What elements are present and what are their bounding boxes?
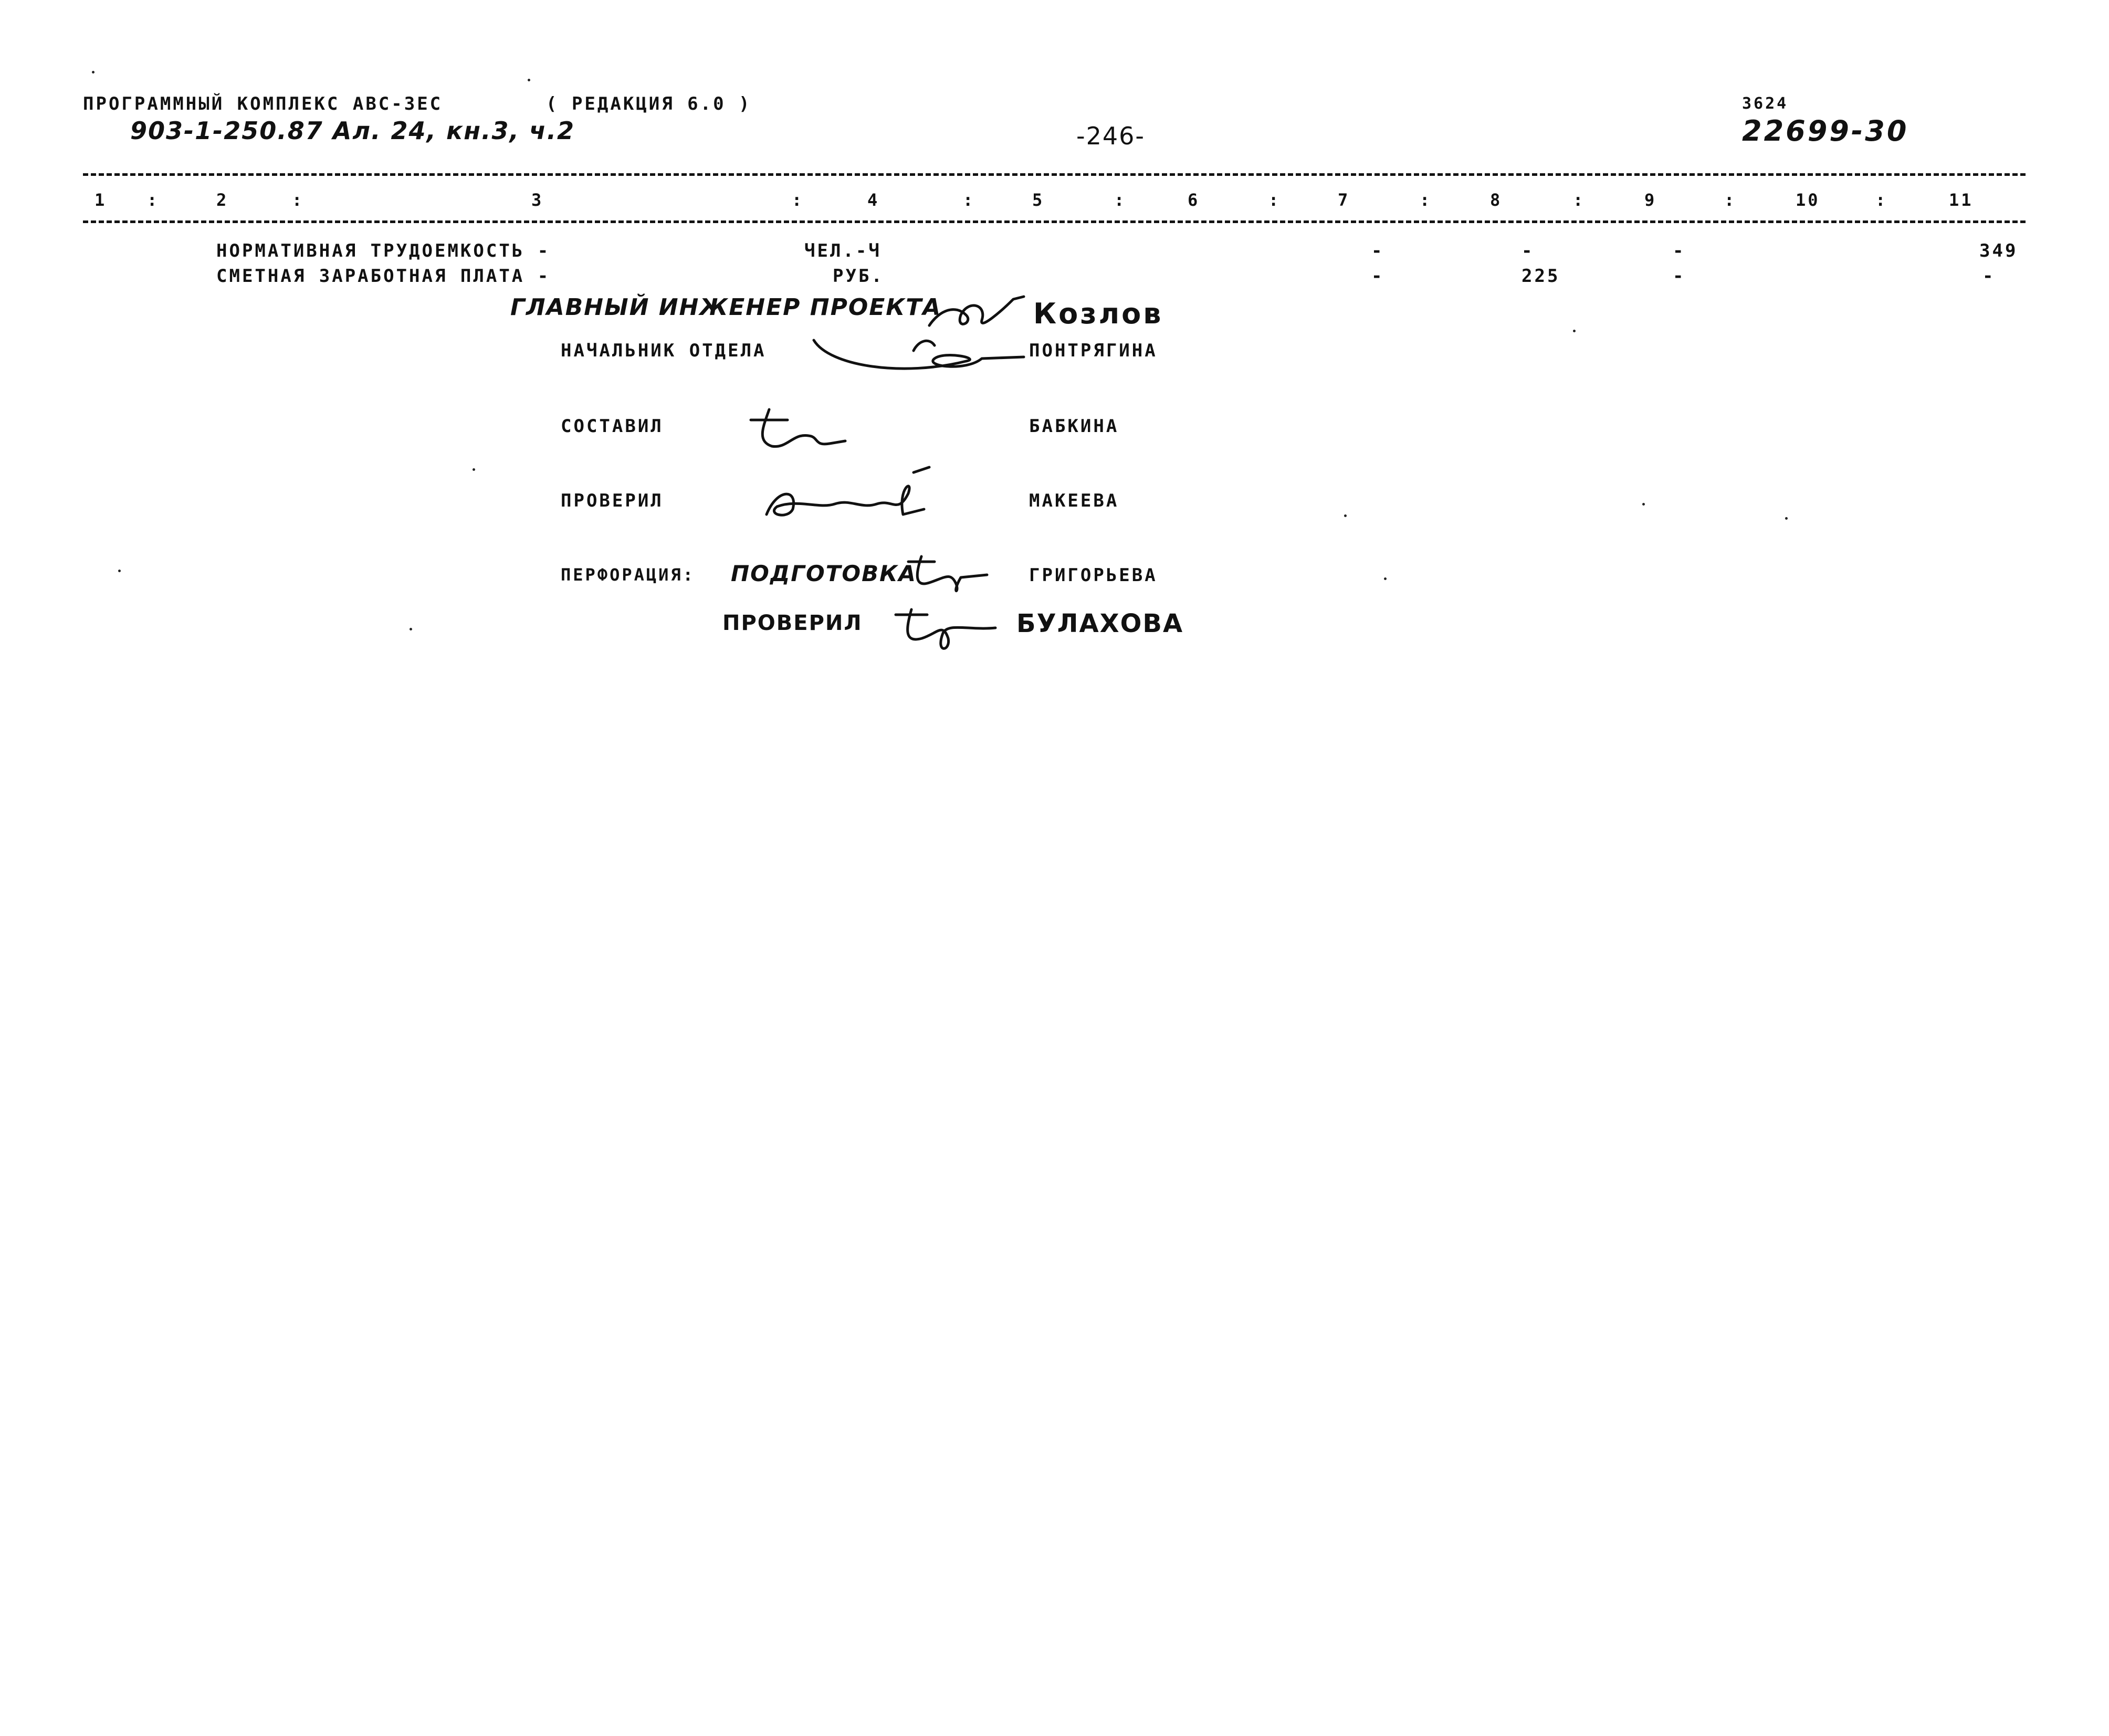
row-unit: РУБ. bbox=[833, 266, 884, 287]
column-separator: : bbox=[792, 190, 804, 210]
cell-col8: 225 bbox=[1522, 266, 1560, 287]
column-separator: : bbox=[1268, 190, 1281, 210]
column-number: 8 bbox=[1490, 190, 1503, 210]
column-number: 2 bbox=[216, 190, 229, 210]
column-separator: : bbox=[292, 190, 305, 210]
column-number: 7 bbox=[1338, 190, 1350, 210]
column-number: 5 bbox=[1032, 190, 1045, 210]
column-number: 1 bbox=[95, 190, 107, 210]
perforation-title: ПЕРФОРАЦИЯ: bbox=[561, 565, 695, 585]
scan-speck bbox=[1573, 330, 1576, 332]
checked-signature bbox=[756, 457, 945, 530]
dept-head-signature bbox=[809, 330, 1029, 387]
column-separator: : bbox=[147, 190, 160, 210]
prepared-name: ГРИГОРЬЕВА bbox=[1029, 565, 1158, 586]
sheet-code: 3624 bbox=[1742, 94, 1789, 113]
document-number: 22699-30 bbox=[1742, 114, 1909, 148]
column-separator: : bbox=[1420, 190, 1432, 210]
prepared-signature bbox=[903, 551, 998, 598]
cell-col9: - bbox=[1673, 240, 1686, 261]
scan-speck bbox=[1384, 577, 1387, 580]
column-number: 11 bbox=[1949, 190, 1974, 210]
column-number: 6 bbox=[1188, 190, 1200, 210]
perf-checked-title: ПРОВЕРИЛ bbox=[722, 611, 863, 635]
column-separator: : bbox=[963, 190, 975, 210]
column-number: 3 bbox=[531, 190, 544, 210]
chief-engineer-title: ГЛАВНЫЙ ИНЖЕНЕР ПРОЕКТА bbox=[510, 294, 942, 321]
cell-col7: - bbox=[1371, 266, 1384, 287]
scan-speck bbox=[1344, 514, 1347, 517]
page-number: -246- bbox=[1076, 122, 1145, 150]
top-divider bbox=[83, 173, 2026, 176]
column-number: 4 bbox=[867, 190, 880, 210]
row-unit: ЧЕЛ.-Ч bbox=[804, 240, 882, 261]
column-separator: : bbox=[1875, 190, 1888, 210]
cell-col9: - bbox=[1673, 266, 1686, 287]
cell-col11: - bbox=[1982, 266, 1996, 287]
dept-head-title: НАЧАЛЬНИК ОТДЕЛА bbox=[561, 340, 767, 361]
checked-title: ПРОВЕРИЛ bbox=[561, 490, 664, 511]
cell-col11: 349 bbox=[1979, 240, 2018, 261]
perf-checked-name: БУЛАХОВА bbox=[1016, 609, 1184, 638]
column-separator: : bbox=[1573, 190, 1586, 210]
edition-label: ( РЕДАКЦИЯ 6.0 ) bbox=[546, 93, 752, 114]
scan-speck bbox=[1785, 517, 1788, 520]
header-divider bbox=[83, 220, 2026, 223]
scan-speck bbox=[1642, 503, 1645, 506]
column-separator: : bbox=[1114, 190, 1127, 210]
column-number: 9 bbox=[1644, 190, 1657, 210]
chief-engineer-name: Козлов bbox=[1033, 297, 1163, 330]
column-separator: : bbox=[1724, 190, 1737, 210]
row-label: НОРМАТИВНАЯ ТРУДОЕМКОСТЬ - bbox=[216, 240, 551, 261]
cell-col8: - bbox=[1522, 240, 1535, 261]
project-reference: 903-1-250.87 Ал. 24, кн.3, ч.2 bbox=[130, 117, 575, 145]
scan-speck bbox=[528, 79, 530, 81]
scan-speck bbox=[410, 628, 412, 630]
scan-speck bbox=[473, 468, 475, 471]
dept-head-name: ПОНТРЯГИНА bbox=[1029, 340, 1158, 361]
compiled-signature bbox=[740, 404, 856, 457]
row-label: СМЕТНАЯ ЗАРАБОТНАЯ ПЛАТА - bbox=[216, 266, 551, 287]
scan-speck bbox=[92, 71, 95, 73]
compiled-title: СОСТАВИЛ bbox=[561, 416, 664, 437]
prepared-title: ПОДГОТОВКА bbox=[731, 561, 917, 586]
compiled-name: БАБКИНА bbox=[1029, 416, 1119, 437]
checked-name: МАКЕЕВА bbox=[1029, 490, 1119, 511]
scan-speck bbox=[118, 570, 121, 572]
cell-col7: - bbox=[1371, 240, 1384, 261]
column-number: 10 bbox=[1796, 190, 1820, 210]
perf-checked-signature bbox=[890, 602, 1006, 659]
program-title: ПРОГРАММНЫЙ КОМПЛЕКС АВС-3ЕС bbox=[83, 93, 443, 114]
